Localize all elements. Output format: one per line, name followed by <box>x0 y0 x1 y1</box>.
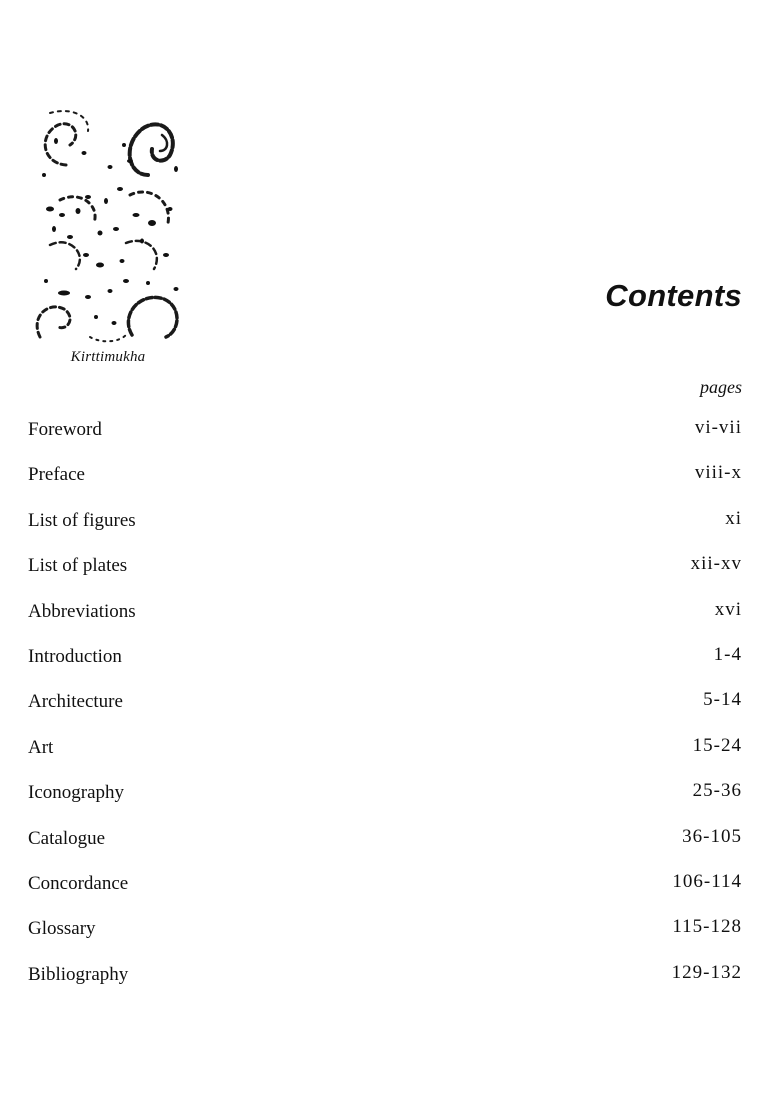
toc-entry <box>28 916 742 961</box>
toc-entry-pages: xvi <box>714 598 742 620</box>
toc-entry-title: Concordance <box>28 872 129 894</box>
toc-entry-pages: 115-128 <box>672 916 742 938</box>
toc-entry-title: Preface <box>28 464 85 486</box>
toc-entry-title: Introduction <box>28 645 122 667</box>
toc-entry-title: Art <box>28 736 54 758</box>
toc-entry-title: Catalogue <box>28 827 106 849</box>
toc-entry <box>28 644 742 689</box>
toc-entry <box>28 462 742 507</box>
toc-entry-title: Abbreviations <box>28 600 136 622</box>
toc-entry-pages: xii-xv <box>690 553 742 575</box>
page-title: Contents <box>605 278 742 313</box>
toc-entry-pages: 106-114 <box>672 870 742 892</box>
toc-entry <box>28 962 742 1007</box>
toc-entry-pages: vi-vii <box>694 417 742 438</box>
pages-column-label: pages <box>700 377 742 397</box>
toc-entry <box>28 780 742 825</box>
toc-entry-pages: 1-4 <box>713 643 742 665</box>
toc-entry-pages: 5-14 <box>703 689 742 711</box>
toc-entry <box>28 871 742 916</box>
toc-entry <box>28 508 742 553</box>
ornament-caption: Kirttimukha <box>70 349 146 365</box>
toc-entry-title: Foreword <box>28 419 102 440</box>
kirttimukha-ornament-image <box>30 105 186 350</box>
toc-entry-pages: 36-105 <box>682 825 742 847</box>
toc-entry-title: List of plates <box>28 555 128 577</box>
toc-entry-pages: viii-x <box>694 462 742 484</box>
toc-entry-title: List of figures <box>28 509 136 531</box>
toc-entry <box>28 735 742 780</box>
toc-entry <box>28 826 742 871</box>
toc-entry-title: Bibliography <box>28 963 129 985</box>
toc-entry-pages: 15-24 <box>692 734 742 756</box>
toc-entry-pages: 129-132 <box>671 961 742 983</box>
table-of-contents <box>28 417 742 1007</box>
toc-entry-pages: 25-36 <box>692 780 742 802</box>
toc-entry <box>28 417 742 462</box>
toc-entry-title: Iconography <box>28 782 125 804</box>
toc-entry-pages: xi <box>725 507 742 529</box>
toc-entry <box>28 599 742 644</box>
toc-entry <box>28 553 742 598</box>
toc-entry-title: Glossary <box>28 918 96 940</box>
toc-entry-title: Architecture <box>28 691 123 713</box>
toc-entry <box>28 689 742 734</box>
